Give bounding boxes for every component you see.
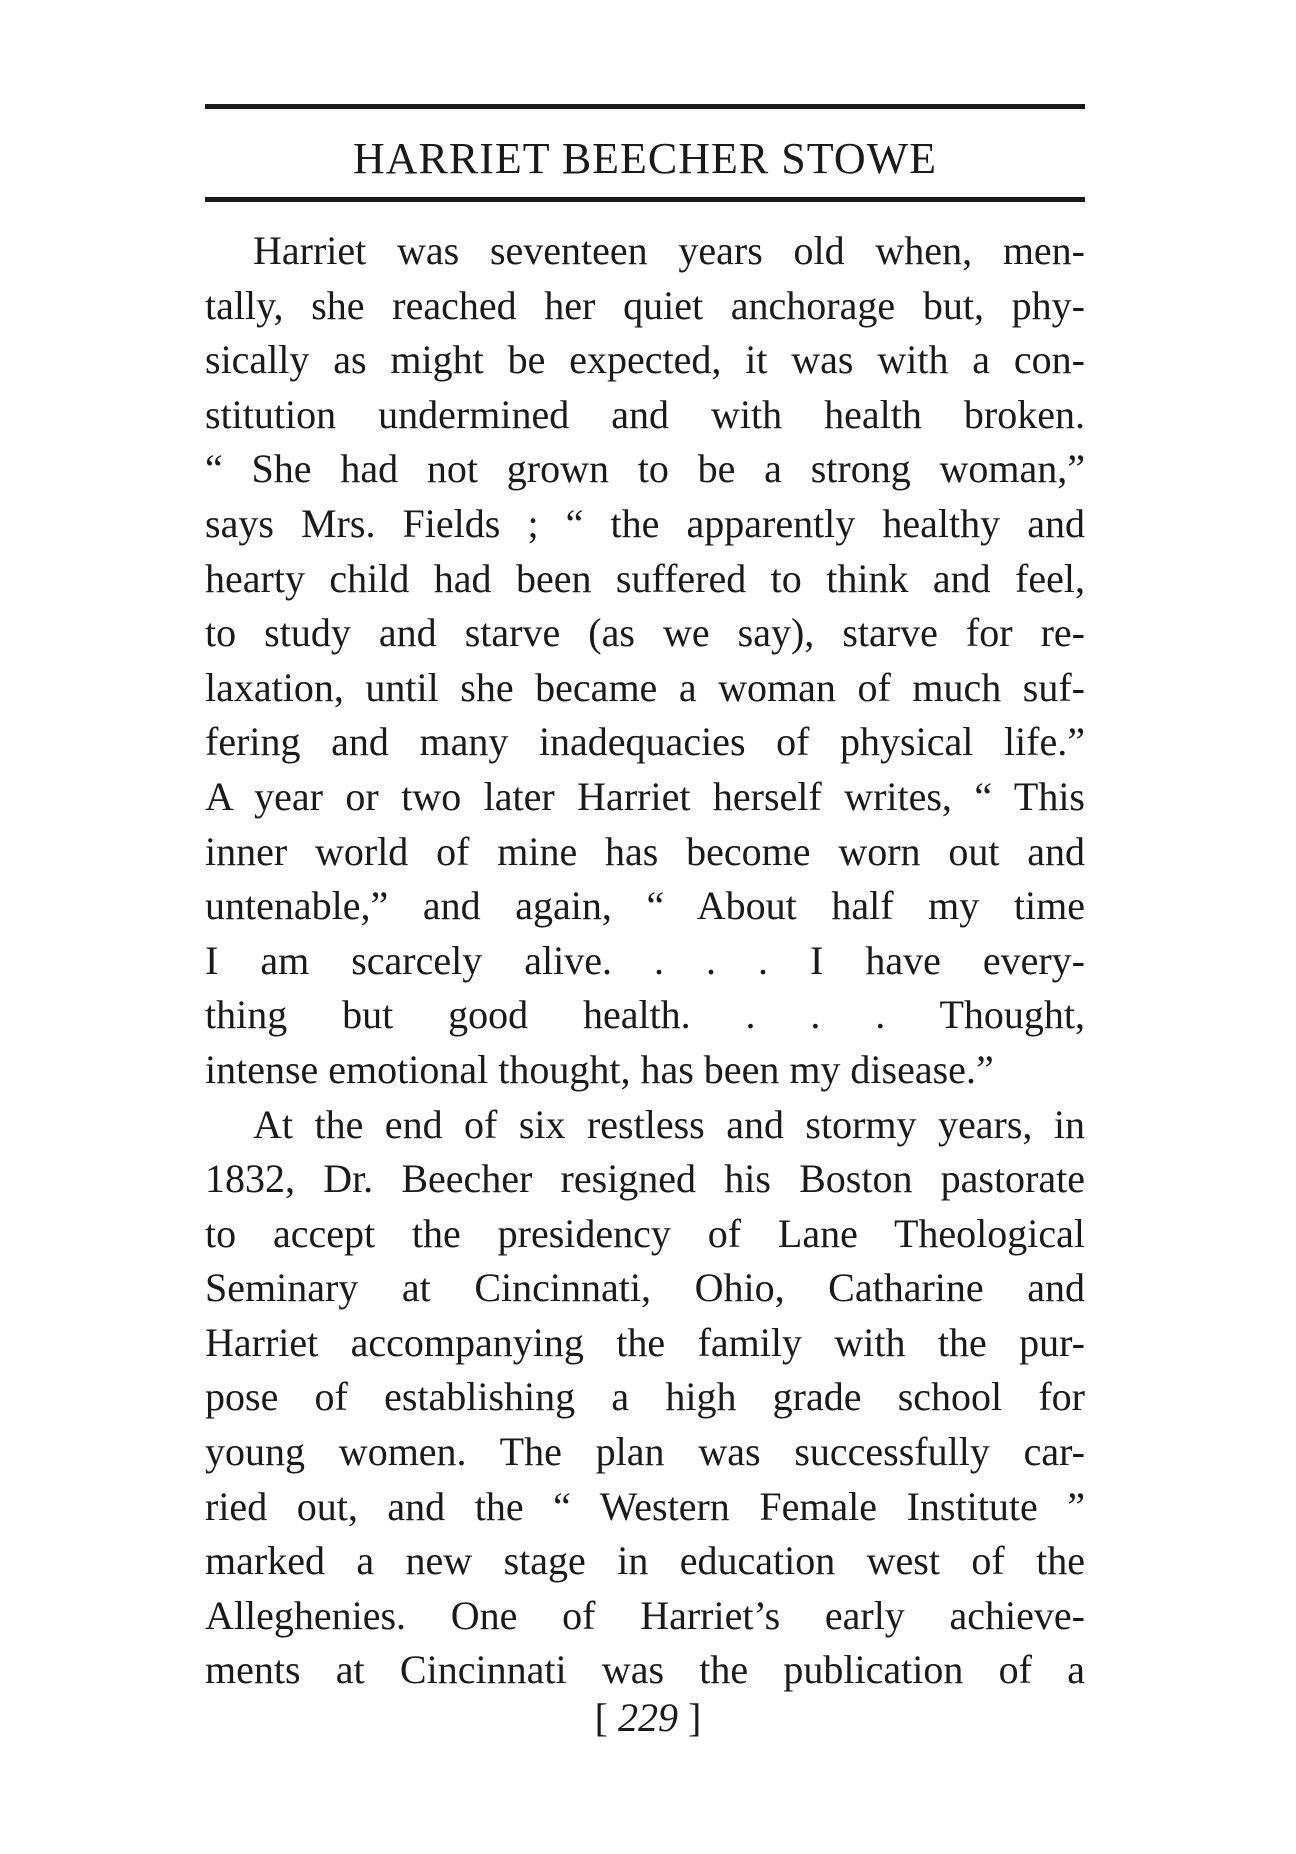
page-content: [205, 104, 1085, 1698]
text-line: A year or two later Harriet herself writes, “ This: [205, 773, 1085, 819]
text-line: marked a new stage in education west of the: [205, 1538, 1085, 1584]
running-head: HARRIET BEECHER STOWE: [352, 134, 938, 183]
text-line: “ She had not grown to be a strong woman,”: [205, 446, 1085, 492]
text-line: fering and many inadequacies of physical life.”: [205, 719, 1085, 765]
text-line: intense emotional thought, has been my disease.”: [205, 1046, 994, 1092]
text-line: untenable,” and again, “ About half my time: [205, 883, 1085, 929]
text-line: inner world of mine has become worn out and: [205, 828, 1085, 874]
text-line: Harriet accompanying the family with the pur-: [205, 1319, 1085, 1365]
folio-bracket-open: [: [594, 1695, 608, 1740]
text-line: to accept the presidency of Lane Theological: [205, 1210, 1085, 1256]
text-line: Alleghenies. One of Harriet’s early achieve-: [205, 1592, 1085, 1638]
text-line: says Mrs. Fields ; “ the apparently healthy and: [205, 500, 1085, 546]
text-line: stitution undermined and with health broken.: [205, 391, 1085, 437]
text-line: Seminary at Cincinnati, Ohio, Catharine and: [205, 1265, 1085, 1311]
text-line: tally, she reached her quiet anchorage but, phy-: [205, 282, 1085, 328]
text-line: sically as might be expected, it was with a con-: [205, 337, 1085, 383]
text-line: thing but good health. . . . Thought,: [205, 992, 1085, 1038]
text-line: hearty child had been suffered to think and feel,: [205, 555, 1085, 601]
body-text: [205, 224, 1085, 1698]
text-line: pose of establishing a high grade school for: [205, 1374, 1085, 1420]
paragraph-1: [205, 224, 1085, 1098]
text-line: ried out, and the “ Western Female Institute ”: [205, 1483, 1085, 1529]
folio-bracket-close: ]: [688, 1695, 702, 1740]
text-line: ments at Cincinnati was the publication of a: [205, 1647, 1085, 1693]
folio-number: 229: [618, 1695, 678, 1740]
text-line: At the end of six restless and stormy years, in: [253, 1101, 1085, 1147]
text-line: I am scarcely alive. . . . I have every-: [205, 937, 1085, 983]
text-line: 1832, Dr. Beecher resigned his Boston pastorate: [205, 1156, 1085, 1202]
page-number: [0, 1694, 1296, 1742]
paragraph-2: [205, 1098, 1085, 1699]
text-line: Harriet was seventeen years old when, men-: [253, 228, 1085, 273]
header-rule-top: [205, 104, 1085, 109]
text-line: young women. The plan was successfully car-: [205, 1429, 1085, 1475]
header-rule-bottom: [205, 197, 1085, 202]
text-line: to study and starve (as we say), starve for re-: [205, 610, 1085, 656]
text-line: laxation, until she became a woman of much suf-: [205, 664, 1085, 710]
